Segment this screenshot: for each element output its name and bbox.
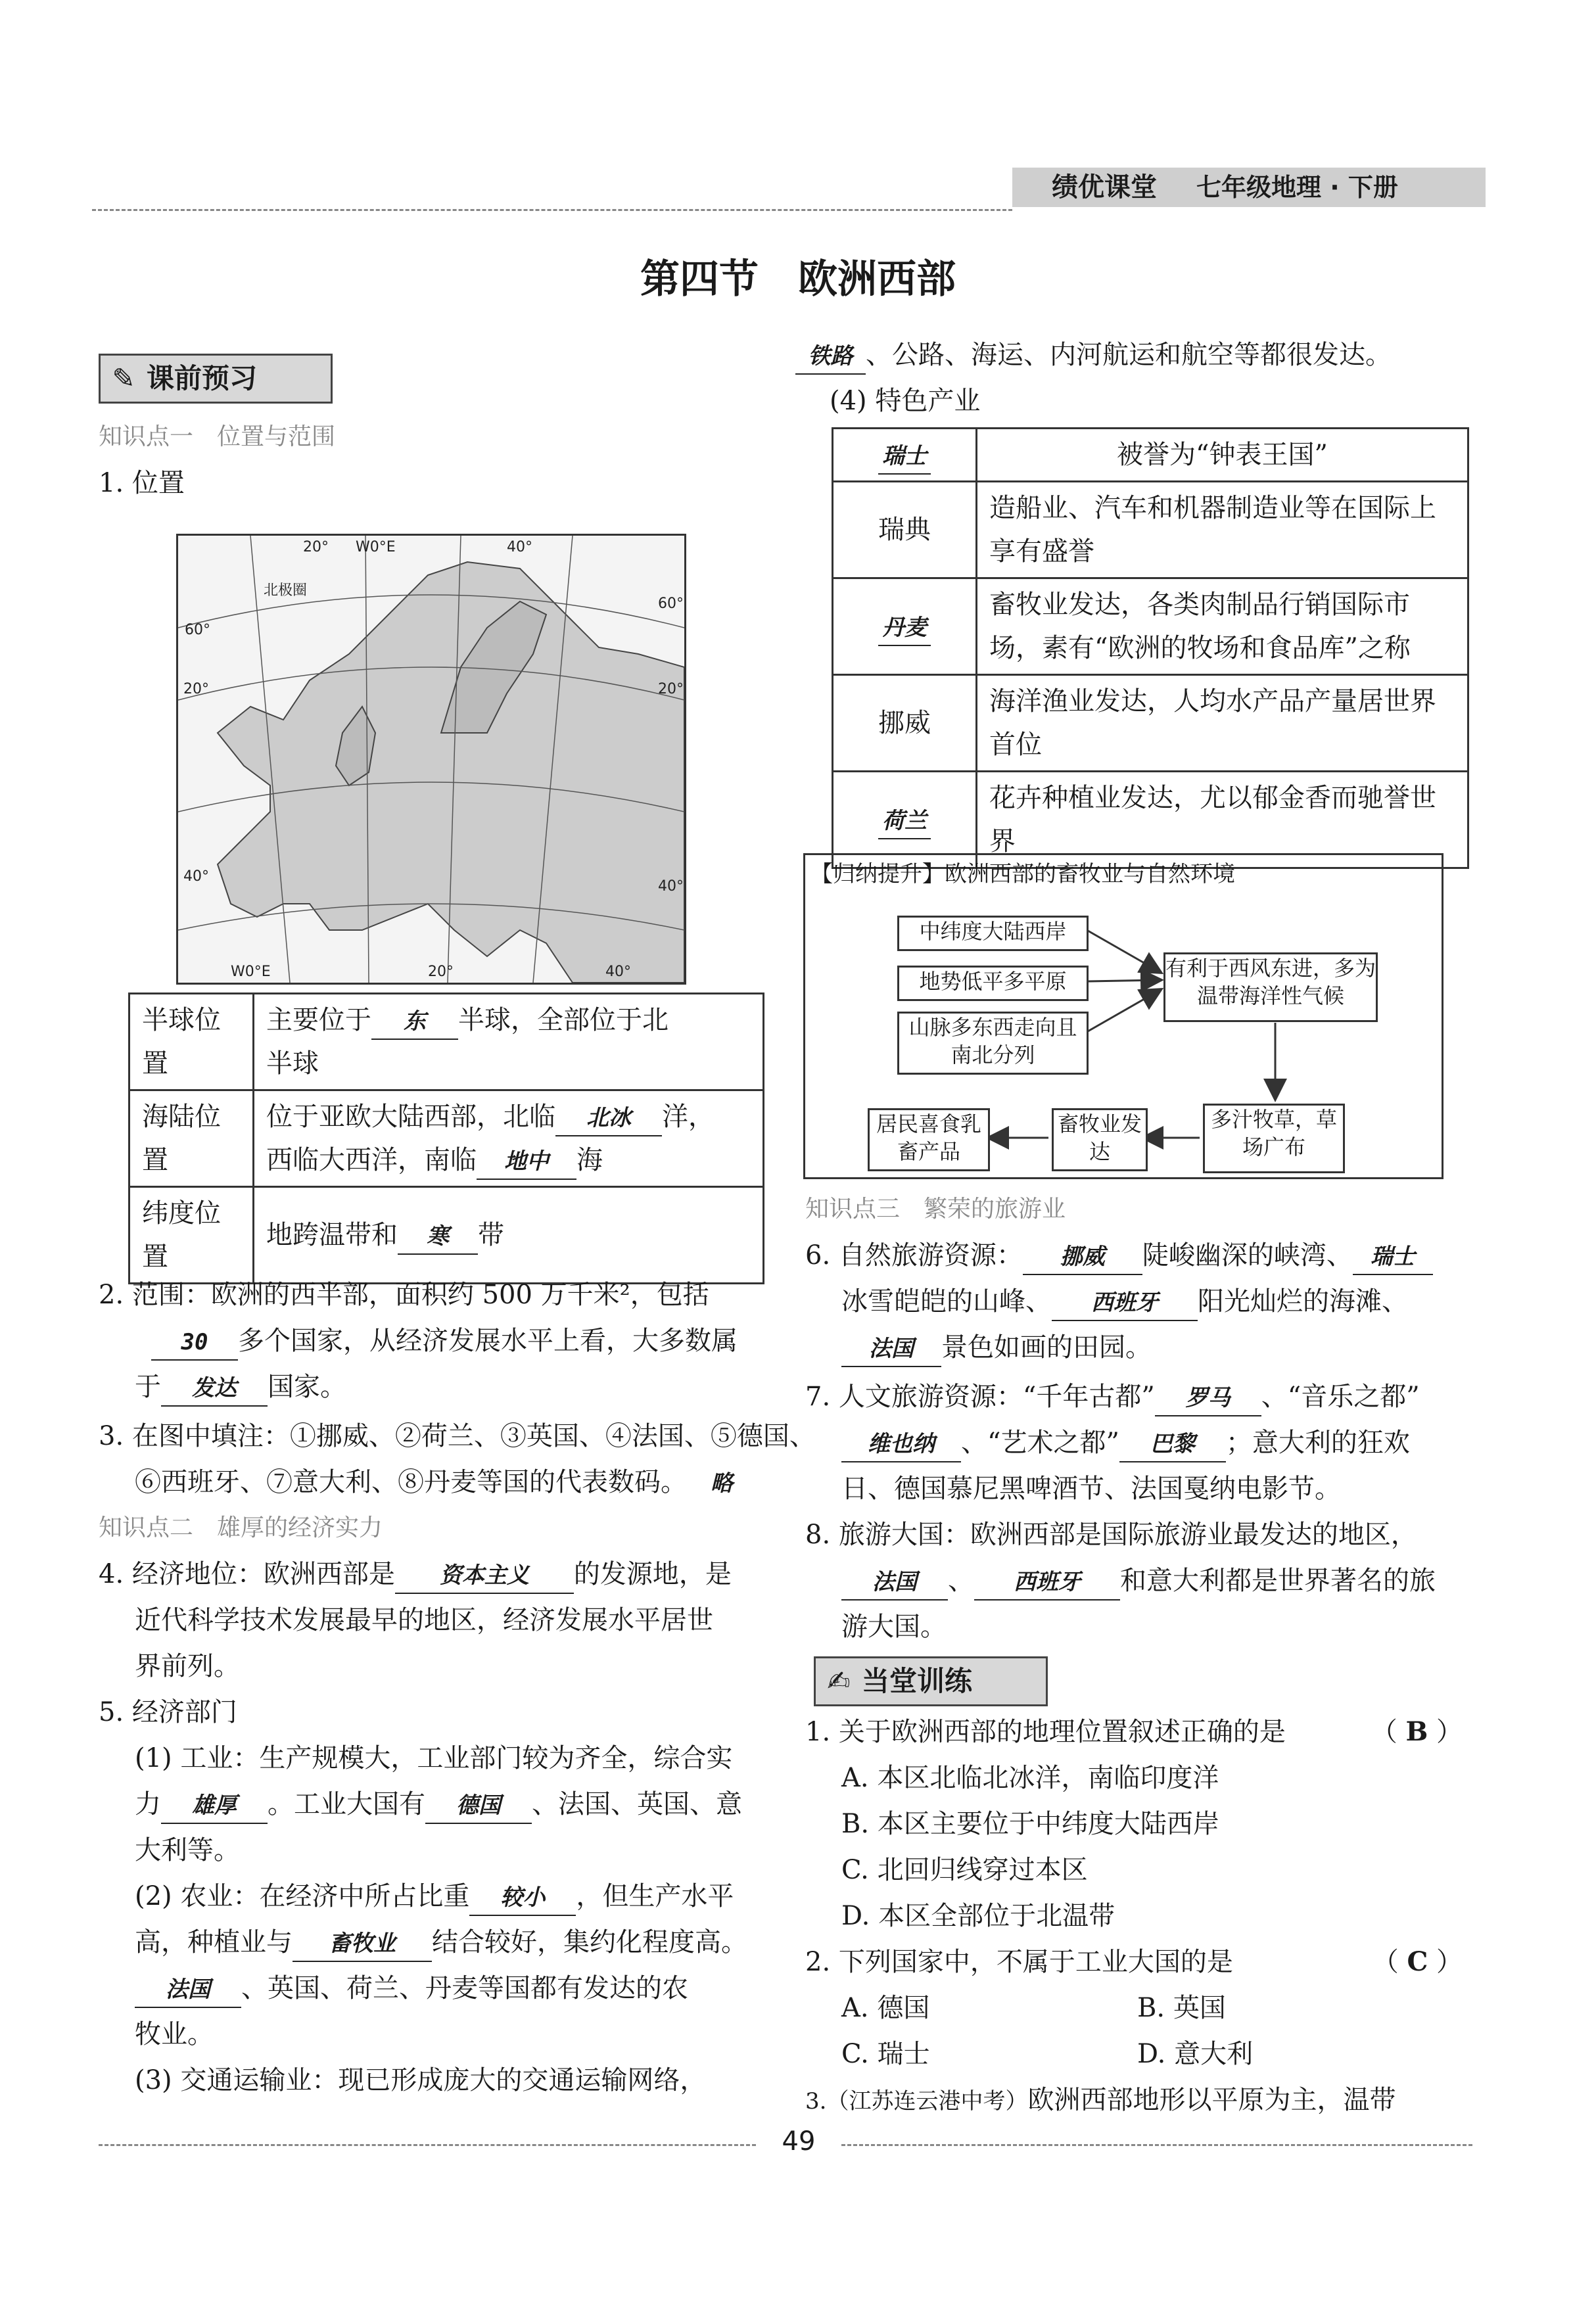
question-3: 3. 在图中填注：①挪威、②荷兰、③英国、④法国、⑤德国、 ⑥西班牙、⑦意大利、⑧丹麦等国的代表数码。 略: [99, 1413, 816, 1505]
table-row: [129, 1187, 764, 1284]
country-cell: 瑞士: [833, 429, 977, 482]
europe-map: [176, 534, 686, 985]
row-label: 纬度位置: [129, 1187, 254, 1284]
industry-table: [832, 427, 1469, 869]
knowledge-point-3: 知识点三 繁荣的旅游业: [805, 1196, 1066, 1223]
question-7: 7. 人文旅游资源：“千年古都” 罗马 、“音乐之都” 维也纳 、“艺术之都” 巴黎 ；意大利的狂欢 日、德国慕尼黑啤酒节、法国戛纳电影节。: [805, 1382, 1420, 1504]
answer-blank: 寒: [398, 1219, 478, 1255]
answer: B: [1405, 1716, 1428, 1747]
answer-blank: 挪威: [1023, 1240, 1142, 1275]
answer-blank: 雄厚: [161, 1788, 268, 1824]
diagram-title: 【归纳提升】欧洲西部的畜牧业与自然环境: [810, 861, 1235, 887]
answer: C: [1407, 1946, 1428, 1977]
question-1: 1. 位置: [99, 468, 185, 498]
feature-industry-heading: (4) 特色产业: [830, 386, 981, 416]
row-content: 位于亚欧大陆西部，北临 北冰 洋， 西临大西洋，南临 地中 海: [254, 1090, 764, 1187]
desc-cell: 畜牧业发达，各类肉制品行销国际市场，素有“欧洲的牧场和食品库”之称: [977, 578, 1468, 675]
footer-rule-right: [841, 2144, 1472, 2146]
country-cell: 荷兰: [833, 772, 977, 868]
page-number: 49: [782, 2126, 816, 2157]
diagram-box: 居民喜食乳畜产品: [868, 1108, 990, 1171]
desc-cell: 被誉为“钟表王国”: [977, 429, 1468, 482]
answer-blank: 铁路: [795, 339, 866, 375]
diagram-box: 山脉多东西走向且南北分列: [897, 1012, 1089, 1075]
pencil-icon: ✎: [112, 362, 135, 394]
answer-blank: 东: [371, 1004, 458, 1040]
question-5: 5. 经济部门 (1) 工业：生产规模大，工业部门较为齐全，综合实 力 雄厚 。工业大国有 德国 、法国、英国、意 大利等。 (2) 农业：在经济中所占比重 较小 ，但生产水平 高，种植业与 畜牧业 结合较好，集约化程度高。 法国 、英国、荷兰、丹麦等国都有发达的农 牧业。 (3) 交通运输业：现已形成庞大的交通运输网络，: [99, 1697, 747, 2095]
table-row: [129, 1090, 764, 1187]
map-label: 40°: [658, 878, 684, 895]
desc-cell: 花卉种植业发达，尤以郁金香而驰誉世界: [977, 772, 1468, 868]
mc-question-1: 1. 关于欧洲西部的地理位置叙述正确的是 （ B ） A. 本区北临北冰洋，南临印度洋 B. 本区主要位于中纬度大陆西岸 C. 北回归线穿过本区 D. 本区全部位于北温带: [805, 1709, 1469, 1939]
answer-blank: 维也纳: [841, 1427, 961, 1462]
knowledge-point-1: 知识点一 位置与范围: [99, 423, 336, 450]
question-6: 6. 自然旅游资源： 挪威 陡峻幽深的峡湾、 瑞士 冰雪皑皑的山峰、 西班牙 阳光灿烂的海滩、 法国 景色如画的田园。: [805, 1232, 1433, 1370]
page-title: 第四节 欧洲西部: [640, 256, 956, 302]
desc-cell: 海洋渔业发达，人均水产品产量居世界首位: [977, 675, 1468, 772]
answer-paren: （ C ）: [1372, 1946, 1463, 1977]
position-table: [128, 993, 764, 1284]
answer-blank: 畜牧业: [293, 1927, 432, 1962]
section-banner-practice: ✍ 当堂训练: [814, 1656, 1048, 1706]
answer-blank: 法国: [841, 1565, 948, 1600]
row-content: 地跨温带和 寒 带: [254, 1187, 764, 1284]
header-rule: [92, 209, 1012, 211]
answer-blank: 巴黎: [1119, 1427, 1226, 1462]
answer-blank: 较小: [469, 1881, 576, 1916]
header-subtitle: 七年级地理 · 下册: [1196, 173, 1398, 202]
row-content: 主要位于 东 半球，全部位于北 半球: [254, 994, 764, 1090]
diagram-box: 地势低平多平原: [897, 966, 1089, 1001]
question-4: 4. 经济地位：欧洲西部是 资本主义 的发源地，是 近代科学技术发展最早的地区，经济发展水平居世 界前列。: [99, 1559, 732, 1681]
answer-blank: 法国: [841, 1332, 941, 1367]
map-label: 40°: [507, 539, 532, 555]
table-row: [833, 675, 1468, 772]
answer-blank: 发达: [161, 1371, 268, 1407]
summary-diagram: [803, 853, 1443, 1179]
row-label: 半球位置: [129, 994, 254, 1090]
answer-mark: 略: [711, 1470, 733, 1497]
answer-blank: 德国: [425, 1788, 532, 1824]
map-svg: [178, 536, 684, 983]
knowledge-point-2: 知识点二 雄厚的经济实力: [99, 1514, 383, 1541]
question-2: 2. 范围：欧洲的西半部，面积约 500 万千米²，包括 30 多个国家，从经济发展水平上看，大多数属 于 发达 国家。: [99, 1272, 738, 1410]
answer-blank: 西班牙: [974, 1565, 1120, 1600]
map-label: W0°E: [356, 539, 396, 555]
map-label: 20°: [428, 964, 454, 980]
map-label: 40°: [605, 964, 631, 980]
map-label: 北极圈: [264, 582, 308, 599]
answer-paren: （ B ）: [1371, 1716, 1463, 1747]
answer-blank: 北冰: [555, 1101, 662, 1136]
answer-blank: 法国: [135, 1973, 241, 2008]
diagram-box: 中纬度大陆西岸: [897, 916, 1089, 951]
country-cell: 丹麦: [833, 578, 977, 675]
answer-blank: 西班牙: [1052, 1286, 1198, 1321]
map-label: 40°: [183, 868, 209, 885]
answer-blank: 瑞士: [1353, 1240, 1433, 1275]
diagram-box: 畜牧业发达: [1052, 1108, 1148, 1171]
map-label: 60°: [658, 596, 684, 612]
desc-cell: 造船业、汽车和机器制造业等在国际上享有盛誉: [977, 482, 1468, 578]
question-8: 8. 旅游大国：欧洲西部是国际旅游业最发达的地区， 法国 、 西班牙 和意大利都是世界著名的旅 游大国。: [805, 1520, 1436, 1642]
answer-blank: 地中: [477, 1144, 576, 1180]
table-row: [833, 482, 1468, 578]
footer-rule-left: [99, 2144, 756, 2146]
section-banner-preview: ✎ 课前预习: [99, 354, 333, 404]
diagram-box: 有利于西风东进，多为温带海洋性气候: [1163, 952, 1378, 1022]
mc-question-3: 3.（江苏连云港中考）欧洲西部地形以平原为主，温带: [805, 2085, 1396, 2115]
answer-blank: 罗马: [1155, 1381, 1261, 1416]
table-row: [129, 994, 764, 1090]
map-label: 20°: [183, 681, 209, 697]
table-row: [833, 578, 1468, 675]
map-label: 20°: [303, 539, 329, 555]
row-label: 海陆位置: [129, 1090, 254, 1187]
country-cell: 瑞典: [833, 482, 977, 578]
header-brand: 绩优课堂: [1052, 172, 1157, 202]
map-label: 60°: [185, 622, 210, 638]
header-banner: [1012, 168, 1486, 207]
answer-blank: 资本主义: [395, 1558, 574, 1594]
map-label: W0°E: [231, 964, 271, 980]
table-row: [833, 429, 1468, 482]
diagram-box: 多汁牧草，草场广布: [1203, 1104, 1345, 1173]
mc-question-2: 2. 下列国家中，不属于工业大国的是 （ C ） A. 德国 B. 英国 C. 瑞士 D. 意大利: [805, 1939, 1469, 2077]
question-5-transport-cont: 铁路 、公路、海运、内河航运和航空等都很发达。: [795, 332, 1392, 378]
answer-blank: 30: [151, 1325, 238, 1361]
country-cell: 挪威: [833, 675, 977, 772]
map-label: 20°: [658, 681, 684, 697]
notebook-icon: ✍: [827, 1665, 851, 1697]
